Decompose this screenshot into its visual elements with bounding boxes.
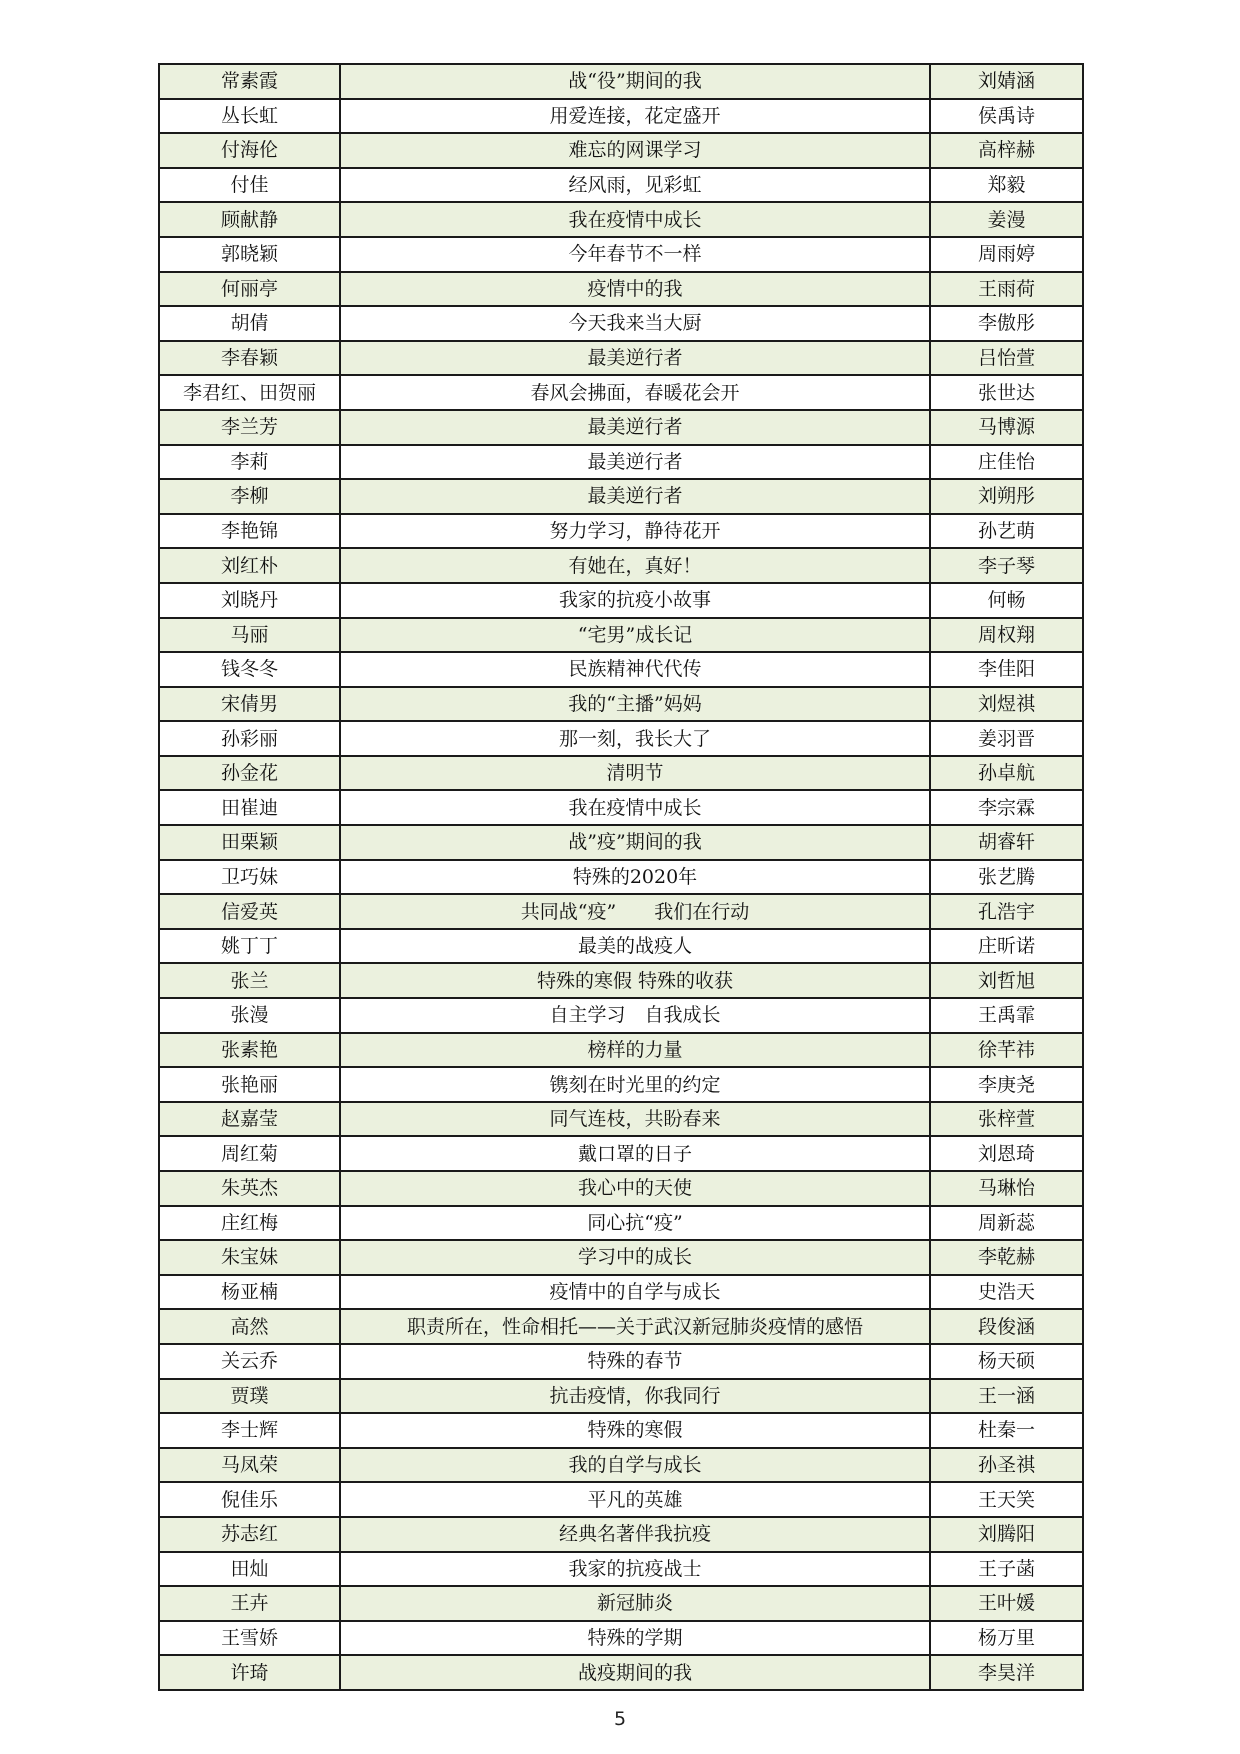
student-cell: 郑毅: [930, 168, 1083, 203]
title-cell: 我的自学与成长: [340, 1448, 930, 1483]
table-row: [159, 1344, 1083, 1379]
title-cell: 努力学习，静待花开: [340, 514, 930, 549]
title-cell: 战”疫”期间的我: [340, 825, 930, 860]
title-cell: 榜样的力量: [340, 1033, 930, 1068]
title-cell: 我家的抗疫小故事: [340, 583, 930, 618]
student-cell: 王雨荷: [930, 272, 1083, 307]
table-row: [159, 272, 1083, 307]
teacher-cell: 李春颖: [159, 341, 340, 376]
title-cell: 有她在，真好！: [340, 548, 930, 583]
table-row: [159, 963, 1083, 998]
student-cell: 高梓赫: [930, 133, 1083, 168]
teacher-cell: 张兰: [159, 963, 340, 998]
student-cell: 张世达: [930, 375, 1083, 410]
title-cell: 同心抗“疫”: [340, 1206, 930, 1241]
table-row: [159, 237, 1083, 272]
table-row: [159, 1448, 1083, 1483]
student-cell: 张艺腾: [930, 860, 1083, 895]
award-table-body: [159, 64, 1083, 1690]
table-row: [159, 618, 1083, 653]
teacher-cell: 李兰芳: [159, 410, 340, 445]
title-cell: 经风雨，见彩虹: [340, 168, 930, 203]
title-cell: 那一刻，我长大了: [340, 721, 930, 756]
student-cell: 李傲彤: [930, 306, 1083, 341]
student-cell: 刘煜祺: [930, 687, 1083, 722]
student-cell: 刘哲旭: [930, 963, 1083, 998]
teacher-cell: 李柳: [159, 479, 340, 514]
table-row: [159, 687, 1083, 722]
title-cell: 我家的抗疫战士: [340, 1552, 930, 1587]
table-row: [159, 583, 1083, 618]
title-cell: 戴口罩的日子: [340, 1136, 930, 1171]
teacher-cell: 李君红、田贺丽: [159, 375, 340, 410]
title-cell: 最美逆行者: [340, 445, 930, 480]
student-cell: 孙卓航: [930, 756, 1083, 791]
student-cell: 马博源: [930, 410, 1083, 445]
teacher-cell: 张漫: [159, 998, 340, 1033]
table-row: [159, 1379, 1083, 1414]
table-row: [159, 168, 1083, 203]
student-cell: 王一涵: [930, 1379, 1083, 1414]
teacher-cell: 付佳: [159, 168, 340, 203]
student-cell: 杜秦一: [930, 1413, 1083, 1448]
teacher-cell: 周红菊: [159, 1136, 340, 1171]
title-cell: 战“役”期间的我: [340, 64, 930, 99]
teacher-cell: 宋倩男: [159, 687, 340, 722]
student-cell: 王叶媛: [930, 1586, 1083, 1621]
title-cell: 最美的战疫人: [340, 929, 930, 964]
teacher-cell: 胡倩: [159, 306, 340, 341]
student-cell: 庄昕诺: [930, 929, 1083, 964]
table-row: [159, 1309, 1083, 1344]
student-cell: 徐芊祎: [930, 1033, 1083, 1068]
student-cell: 李子琴: [930, 548, 1083, 583]
student-cell: 李庚尧: [930, 1067, 1083, 1102]
teacher-cell: 信爱英: [159, 894, 340, 929]
teacher-cell: 田栗颖: [159, 825, 340, 860]
student-cell: 王天笑: [930, 1482, 1083, 1517]
title-cell: 经典名著伴我抗疫: [340, 1517, 930, 1552]
title-cell: 特殊的学期: [340, 1621, 930, 1656]
teacher-cell: 杨亚楠: [159, 1275, 340, 1310]
student-cell: 刘婧涵: [930, 64, 1083, 99]
student-cell: 孔浩宇: [930, 894, 1083, 929]
table-row: [159, 860, 1083, 895]
teacher-cell: 庄红梅: [159, 1206, 340, 1241]
student-cell: 刘腾阳: [930, 1517, 1083, 1552]
teacher-cell: 刘晓丹: [159, 583, 340, 618]
teacher-cell: 马凤荣: [159, 1448, 340, 1483]
table-row: [159, 1586, 1083, 1621]
title-cell: 疫情中的我: [340, 272, 930, 307]
teacher-cell: 孙彩丽: [159, 721, 340, 756]
teacher-cell: 贾璞: [159, 1379, 340, 1414]
table-row: [159, 410, 1083, 445]
page-number: 5: [613, 1708, 627, 1730]
teacher-cell: 何丽亭: [159, 272, 340, 307]
table-row: [159, 1621, 1083, 1656]
title-cell: 疫情中的自学与成长: [340, 1275, 930, 1310]
teacher-cell: 王卉: [159, 1586, 340, 1621]
teacher-cell: 苏志红: [159, 1517, 340, 1552]
title-cell: 我在疫情中成长: [340, 790, 930, 825]
table-row: [159, 1136, 1083, 1171]
student-cell: 吕怡萱: [930, 341, 1083, 376]
table-row: [159, 1413, 1083, 1448]
teacher-cell: 田灿: [159, 1552, 340, 1587]
teacher-cell: 卫巧妹: [159, 860, 340, 895]
student-cell: 李昊洋: [930, 1655, 1083, 1690]
table-row: [159, 1171, 1083, 1206]
table-row: [159, 652, 1083, 687]
table-row: [159, 1033, 1083, 1068]
teacher-cell: 田崔迪: [159, 790, 340, 825]
table-row: [159, 99, 1083, 134]
student-cell: 刘恩琦: [930, 1136, 1083, 1171]
title-cell: 平凡的英雄: [340, 1482, 930, 1517]
teacher-cell: 倪佳乐: [159, 1482, 340, 1517]
table-row: [159, 756, 1083, 791]
title-cell: 特殊的2020年: [340, 860, 930, 895]
student-cell: 孙艺萌: [930, 514, 1083, 549]
title-cell: 清明节: [340, 756, 930, 791]
table-row: [159, 341, 1083, 376]
table-row: [159, 133, 1083, 168]
title-cell: 今天我来当大厨: [340, 306, 930, 341]
title-cell: 春风会拂面，春暖花会开: [340, 375, 930, 410]
table-row: [159, 1655, 1083, 1690]
title-cell: 最美逆行者: [340, 479, 930, 514]
student-cell: 刘朔彤: [930, 479, 1083, 514]
table-row: [159, 1275, 1083, 1310]
title-cell: “宅男”成长记: [340, 618, 930, 653]
teacher-cell: 李艳锦: [159, 514, 340, 549]
teacher-cell: 郭晓颖: [159, 237, 340, 272]
table-row: [159, 548, 1083, 583]
title-cell: 我心中的天使: [340, 1171, 930, 1206]
award-table: [158, 63, 1084, 1691]
student-cell: 周雨婷: [930, 237, 1083, 272]
table-row: [159, 929, 1083, 964]
title-cell: 最美逆行者: [340, 410, 930, 445]
student-cell: 孙圣祺: [930, 1448, 1083, 1483]
table-row: [159, 1102, 1083, 1137]
student-cell: 杨万里: [930, 1621, 1083, 1656]
title-cell: 用爱连接，花定盛开: [340, 99, 930, 134]
title-cell: 特殊的寒假: [340, 1413, 930, 1448]
teacher-cell: 高然: [159, 1309, 340, 1344]
student-cell: 段俊涵: [930, 1309, 1083, 1344]
title-cell: 共同战“疫” 我们在行动: [340, 894, 930, 929]
award-table-container: [158, 63, 1082, 1691]
table-row: [159, 445, 1083, 480]
teacher-cell: 常素霞: [159, 64, 340, 99]
table-row: [159, 479, 1083, 514]
teacher-cell: 赵嘉莹: [159, 1102, 340, 1137]
teacher-cell: 顾献静: [159, 202, 340, 237]
table-row: [159, 1240, 1083, 1275]
title-cell: 同气连枝，共盼春来: [340, 1102, 930, 1137]
student-cell: 史浩天: [930, 1275, 1083, 1310]
title-cell: 我的“主播”妈妈: [340, 687, 930, 722]
student-cell: 李宗霖: [930, 790, 1083, 825]
student-cell: 侯禹诗: [930, 99, 1083, 134]
title-cell: 战疫期间的我: [340, 1655, 930, 1690]
student-cell: 马琳怡: [930, 1171, 1083, 1206]
table-row: [159, 375, 1083, 410]
title-cell: 自主学习 自我成长: [340, 998, 930, 1033]
teacher-cell: 李士辉: [159, 1413, 340, 1448]
teacher-cell: 刘红朴: [159, 548, 340, 583]
teacher-cell: 姚丁丁: [159, 929, 340, 964]
teacher-cell: 王雪娇: [159, 1621, 340, 1656]
title-cell: 最美逆行者: [340, 341, 930, 376]
table-row: [159, 202, 1083, 237]
student-cell: 王子菡: [930, 1552, 1083, 1587]
title-cell: 我在疫情中成长: [340, 202, 930, 237]
table-row: [159, 514, 1083, 549]
student-cell: 何畅: [930, 583, 1083, 618]
title-cell: 特殊的寒假 特殊的收获: [340, 963, 930, 998]
teacher-cell: 许琦: [159, 1655, 340, 1690]
title-cell: 难忘的网课学习: [340, 133, 930, 168]
student-cell: 庄佳怡: [930, 445, 1083, 480]
teacher-cell: 付海伦: [159, 133, 340, 168]
table-row: [159, 825, 1083, 860]
title-cell: 特殊的春节: [340, 1344, 930, 1379]
student-cell: 姜漫: [930, 202, 1083, 237]
student-cell: 胡睿轩: [930, 825, 1083, 860]
title-cell: 职责所在，性命相托——关于武汉新冠肺炎疫情的感悟: [340, 1309, 930, 1344]
title-cell: 抗击疫情，你我同行: [340, 1379, 930, 1414]
teacher-cell: 孙金花: [159, 756, 340, 791]
table-row: [159, 1517, 1083, 1552]
student-cell: 张梓萱: [930, 1102, 1083, 1137]
teacher-cell: 关云乔: [159, 1344, 340, 1379]
table-row: [159, 64, 1083, 99]
student-cell: 王禹霏: [930, 998, 1083, 1033]
student-cell: 杨天硕: [930, 1344, 1083, 1379]
teacher-cell: 朱英杰: [159, 1171, 340, 1206]
student-cell: 李乾赫: [930, 1240, 1083, 1275]
table-row: [159, 998, 1083, 1033]
teacher-cell: 朱宝妹: [159, 1240, 340, 1275]
table-row: [159, 721, 1083, 756]
teacher-cell: 张素艳: [159, 1033, 340, 1068]
table-row: [159, 790, 1083, 825]
table-row: [159, 1482, 1083, 1517]
student-cell: 李佳阳: [930, 652, 1083, 687]
title-cell: 镌刻在时光里的约定: [340, 1067, 930, 1102]
table-row: [159, 306, 1083, 341]
table-row: [159, 1067, 1083, 1102]
table-row: [159, 1552, 1083, 1587]
title-cell: 民族精神代代传: [340, 652, 930, 687]
table-row: [159, 1206, 1083, 1241]
teacher-cell: 丛长虹: [159, 99, 340, 134]
title-cell: 今年春节不一样: [340, 237, 930, 272]
student-cell: 周权翔: [930, 618, 1083, 653]
teacher-cell: 马丽: [159, 618, 340, 653]
table-row: [159, 894, 1083, 929]
title-cell: 新冠肺炎: [340, 1586, 930, 1621]
student-cell: 姜羽晋: [930, 721, 1083, 756]
teacher-cell: 钱冬冬: [159, 652, 340, 687]
teacher-cell: 张艳丽: [159, 1067, 340, 1102]
student-cell: 周新蕊: [930, 1206, 1083, 1241]
teacher-cell: 李莉: [159, 445, 340, 480]
title-cell: 学习中的成长: [340, 1240, 930, 1275]
